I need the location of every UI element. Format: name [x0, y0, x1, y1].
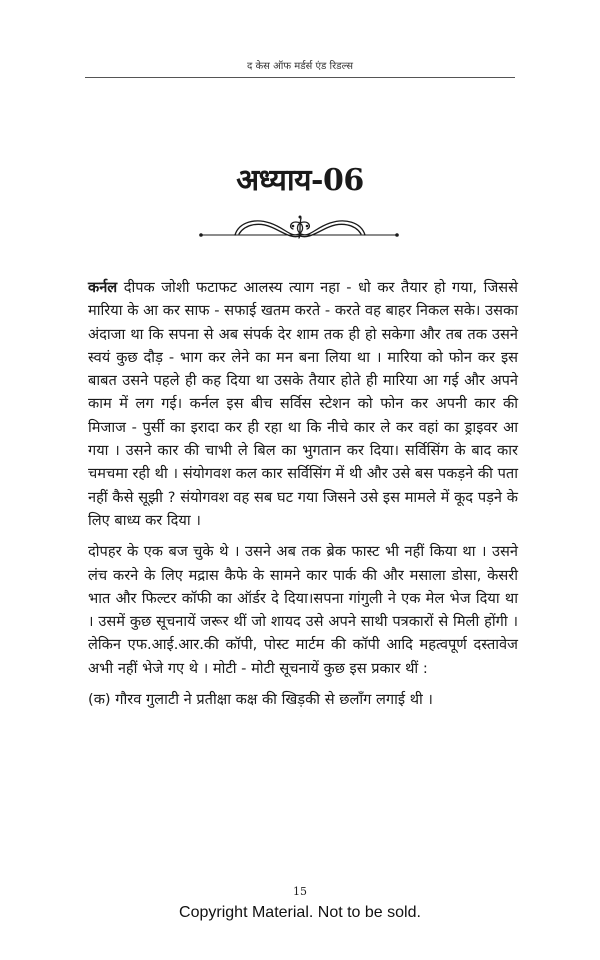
flourish-ornament-icon — [195, 208, 410, 244]
running-header: द केस ऑफ मर्डर्स एंड रिडल्स — [247, 61, 353, 72]
paragraph-lead-word: कर्नल — [88, 279, 118, 296]
paragraph — [88, 276, 518, 532]
page-number: 15 — [293, 885, 307, 898]
paragraph-text: दोपहर के एक बज चुके थे । उसने अब तक ब्रेक फास्ट भी नहीं किया था । उसने लंच करने के लिए मद्रास कैफे के सामने कार पार्क की और मसाला डोसा, केसरी भात और फिल्टर कॉफी का ऑर्डर दे दिया।सपना गांगुली ने एक मेल भेज दिया था । उसमें कुछ सूचनायें जरूर थीं जो शायद उसे अपने साथी पत्रकारों से मिली होंगी । लेकिन एफ.आई.आर.की कॉपी, पोस्ट मार्टम की कॉपी आदि महत्वपूर्ण दस्तावेज अभी नहीं भेजे गए थे । मोटी - मोटी सूचनायें कुछ इस प्रकार थीं : — [88, 543, 518, 677]
chapter-title: अध्याय-06 — [236, 163, 364, 198]
chapter-body — [88, 276, 518, 719]
paragraph — [88, 688, 518, 711]
paragraph-text: दीपक जोशी फटाफट आलस्य त्याग नहा - धो कर तैयार हो गया, जिससे मारिया के आ कर साफ - सफाई खतम करते - करते वह बाहर निकल सके। उसका अंदाजा था कि सपना से अब संपर्क देर शाम तक ही हो सकेगा और तब तक उसने स्वयं कुछ दौड़ - भाग कर लेने का मन बना लिया था । मारिया को फोन कर इस बाबत उसने पहले ही कह दिया था उसके तैयार होते ही मारिया आ गई और अपने काम में लग गई। कर्नल इस बीच सर्विस स्टेशन को फोन कर अपनी कार की मिजाज - पुर्सी का इरादा कर ही रहा था कि नीचे कार ले कर वहां का ड्राइवर आ गया । उसने कार की चाभी ले बिल का भुगतान कर दिया। सर्विसिंग के बाद कार चमचमा रही थी । संयोगवश कल कार सर्विसिंग में थी और उसे बस पकड़ने की पता नहीं कैसे सूझी ? संयोगवश वह सब घट गया जिसने उसे इस मामले में कूद पड़ने के लिए बाध्य कर दिया । — [88, 279, 518, 529]
copyright-notice: Copyright Material. Not to be sold. — [179, 904, 421, 921]
paragraph — [88, 540, 518, 680]
header-divider — [85, 77, 515, 78]
paragraph-text: (क) गौरव गुलाटी ने प्रतीक्षा कक्ष की खिड़की से छलाँग लगाई थी । — [88, 691, 433, 709]
